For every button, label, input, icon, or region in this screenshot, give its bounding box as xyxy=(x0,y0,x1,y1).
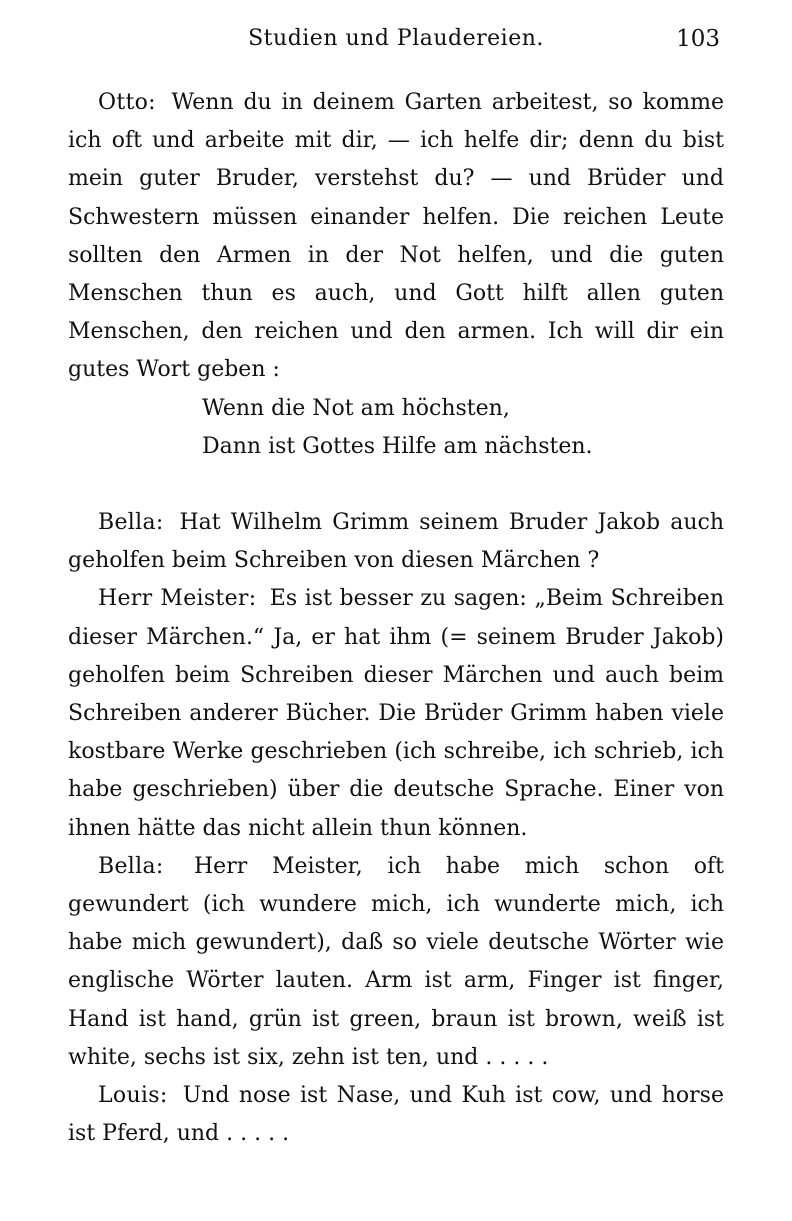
speaker-colon: : xyxy=(155,510,164,536)
speaker-name: Bella xyxy=(98,853,156,879)
dialogue-paragraph-bella-1 xyxy=(68,504,724,580)
paragraph-text: Und nose ist Nase, und Kuh ist cow, und horse ist Pferd, und . . . . . xyxy=(68,1083,724,1147)
body-text xyxy=(68,84,724,1153)
verse-line-2: Dann ist Gottes Hilfe am nächsten. xyxy=(202,433,593,459)
speaker-name: Otto xyxy=(98,90,149,115)
paragraph-text: Herr Meister, ich habe mich schon oft gewundert (ich wundere mich, ich wunderte mich, ich habe mich gewundert), daß so viele deutsche Wörter wie englische Wörter lauten. Arm ist arm, Finger ist finger, Hand ist hand, grün ist green, braun ist brown, weiß ist white, sechs ist six, zehn ist ten, und . . . . . xyxy=(68,853,724,1070)
paragraph-text: Wenn du in deinem Garten arbeitest, so komme ich oft und arbeite mit dir, — ich helfe dir; denn du bist mein guter Bruder, verstehst du? — und Brüder und Schwestern müssen einander helfen. Die reichen Leute sollten den Armen in der Not helfen, und die guten Menschen thun es auch, und Gott hilft allen guten Menschen, den reichen und den armen. Ich will dir ein gutes Wort geben : xyxy=(68,90,724,383)
page-number: 103 xyxy=(676,26,720,52)
speaker-colon: : xyxy=(248,586,257,612)
verse-line-1: Wenn die Not am höchsten, xyxy=(202,395,510,421)
running-head xyxy=(68,26,724,62)
speaker-colon: : xyxy=(155,853,164,879)
speaker-colon: : xyxy=(148,90,156,115)
paragraph-text: Hat Wilhelm Grimm seinem Bruder Jakob auch geholfen beim Schreiben von diesen Märchen ? xyxy=(68,510,724,574)
dialogue-paragraph-bella-2 xyxy=(68,848,724,1077)
dialogue-paragraph-louis xyxy=(68,1077,724,1153)
paragraph-text: Es ist besser zu sagen: „Beim Schreiben dieser Märchen.“ Ja, er hat ihm (= seinem Bruder Jakob) geholfen beim Schreiben dieser Märchen und auch beim Schreiben anderer Bücher. Die Brüder Grimm haben viele kostbare Werke geschrieben (ich schreibe, ich schrieb, ich habe geschrieben) über die deutsche Sprache. Einer von ihnen hätte das nicht allein thun können. xyxy=(68,586,724,841)
dialogue-paragraph-otto xyxy=(68,84,724,390)
speaker-name: Louis xyxy=(98,1083,160,1109)
speaker-colon: : xyxy=(159,1083,168,1109)
running-title: Studien und Plaudereien. xyxy=(248,26,544,51)
speaker-name: Bella xyxy=(98,510,156,536)
speaker-name: Herr Meister xyxy=(98,586,249,612)
stanza-gap xyxy=(68,466,724,504)
dialogue-paragraph-herr-meister xyxy=(68,580,724,847)
